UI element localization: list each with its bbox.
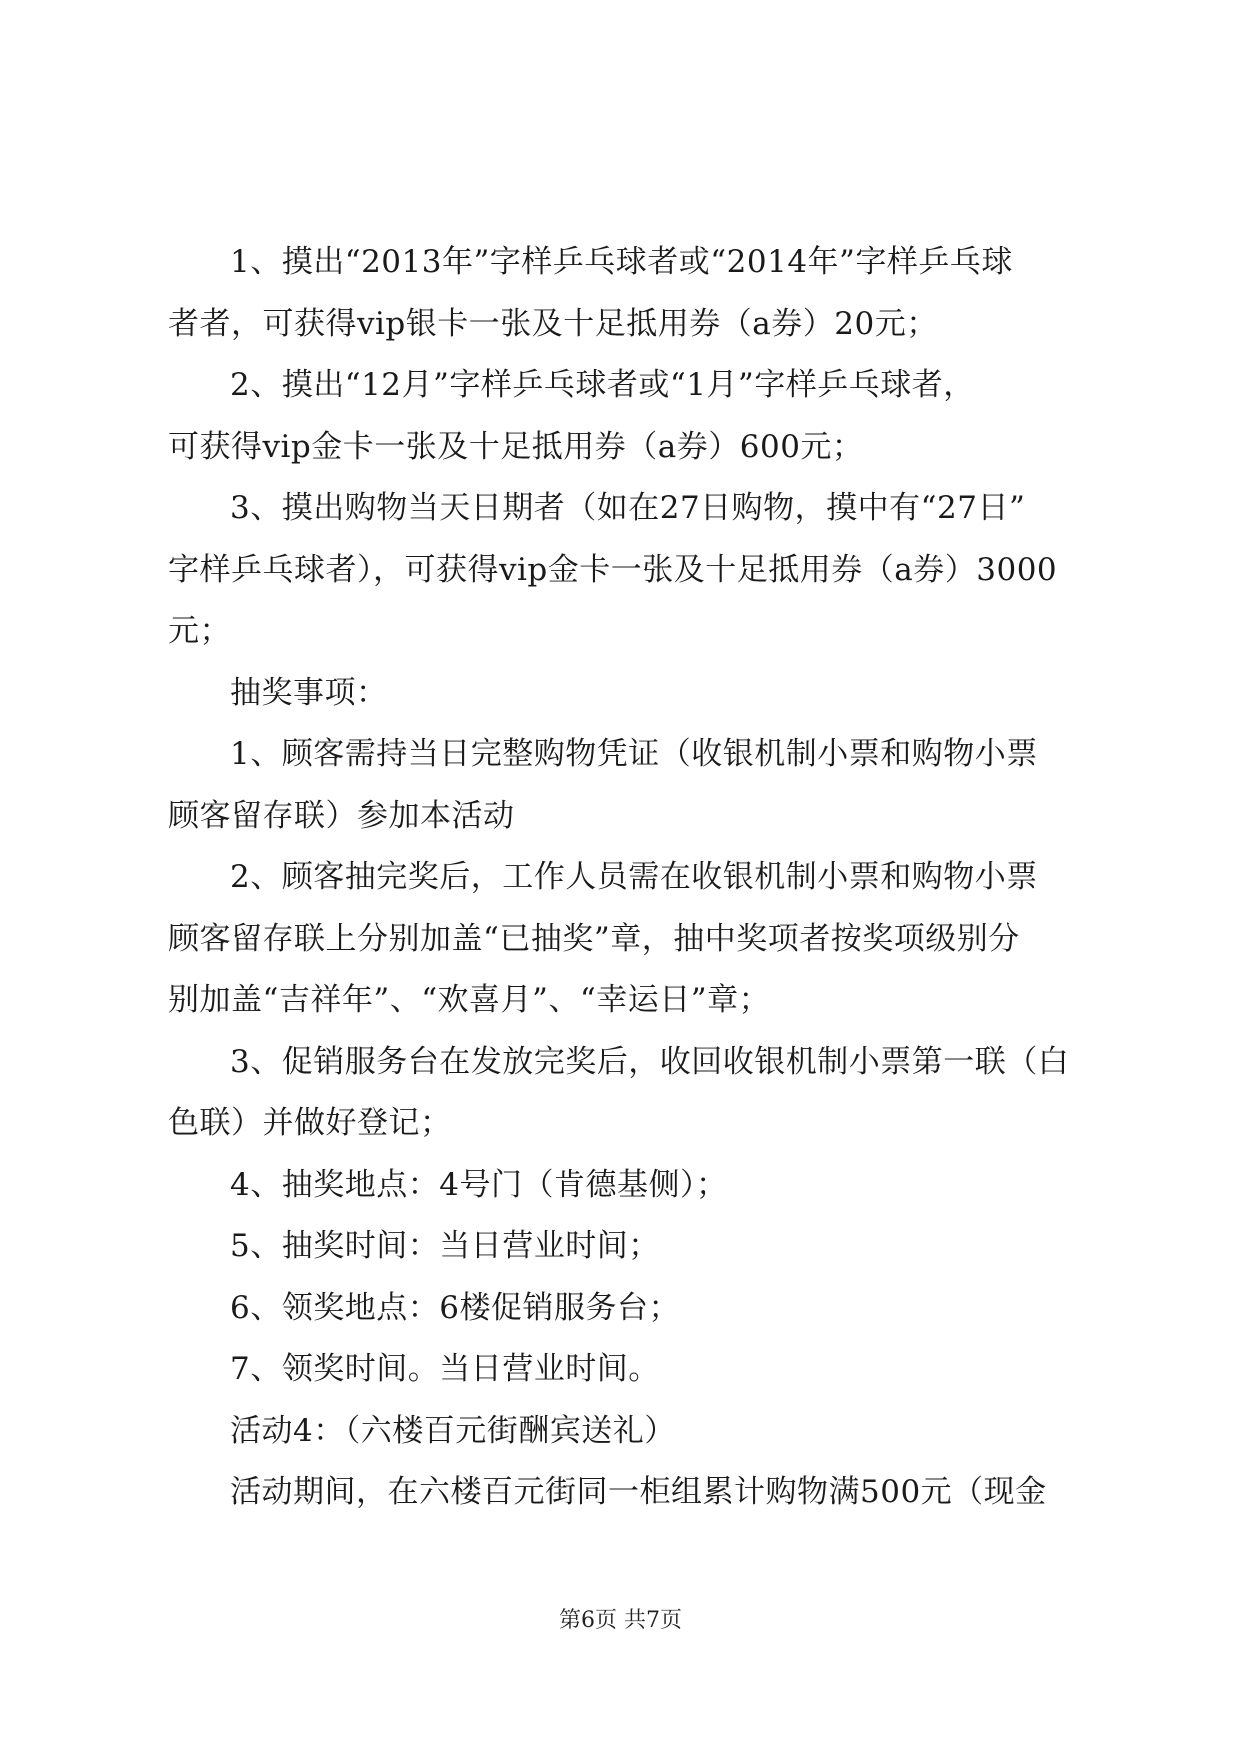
section-heading: 抽奖事项： [230, 674, 388, 711]
paragraph-line: 5、抽奖时间：当日营业时间； [230, 1228, 660, 1264]
paragraph-line: 1、摸出“2013年”字样乒乓球者或“2014年”字样乒乓球 [230, 244, 1013, 280]
paragraph-line: 可获得vip金卡一张及十足抵用券（a券）600元； [168, 428, 864, 465]
paragraph-line: 顾客留存联）参加本活动 [168, 797, 515, 834]
paragraph-line: 者者，可获得vip银卡一张及十足抵用券（a券）20元； [168, 305, 938, 342]
paragraph-line: 3、促销服务台在发放完奖后，收回收银机制小票第一联（白 [230, 1043, 1070, 1080]
paragraph-line: 字样乒乓球者），可获得vip金卡一张及十足抵用券（a券）3000 [168, 551, 1058, 588]
document-body [168, 232, 1088, 1524]
paragraph-line: 顾客留存联上分别加盖“已抽奖”章，抽中奖项者按奖项级别分 [168, 920, 1020, 957]
paragraph-line: 元； [168, 613, 231, 649]
section-heading: 活动4：（六楼百元街酬宾送礼） [230, 1412, 676, 1449]
paragraph-line: 别加盖“吉祥年”、“欢喜月”、“幸运日”章； [168, 982, 771, 1018]
paragraph-line: 2、摸出“12月”字样乒乓球者或“1月”字样乒乓球者， [230, 367, 975, 403]
paragraph-line: 3、摸出购物当天日期者（如在27日购物，摸中有“27日” [230, 490, 1026, 526]
paragraph-line: 7、领奖时间。当日营业时间。 [230, 1351, 660, 1387]
paragraph-line: 4、抽奖地点：4号门（肯德基侧）； [230, 1166, 728, 1203]
paragraph-line: 2、顾客抽完奖后，工作人员需在收银机制小票和购物小票 [230, 859, 1038, 895]
paragraph-line: 活动期间，在六楼百元街同一柜组累计购物满500元（现金 [230, 1474, 1047, 1510]
page-number-footer: 第6页 共7页 [559, 1608, 682, 1633]
paragraph-line: 色联）并做好登记； [168, 1105, 452, 1141]
paragraph-line: 1、顾客需持当日完整购物凭证（收银机制小票和购物小票 [230, 736, 1038, 772]
paragraph-line: 6、领奖地点：6楼促销服务台； [230, 1289, 680, 1326]
